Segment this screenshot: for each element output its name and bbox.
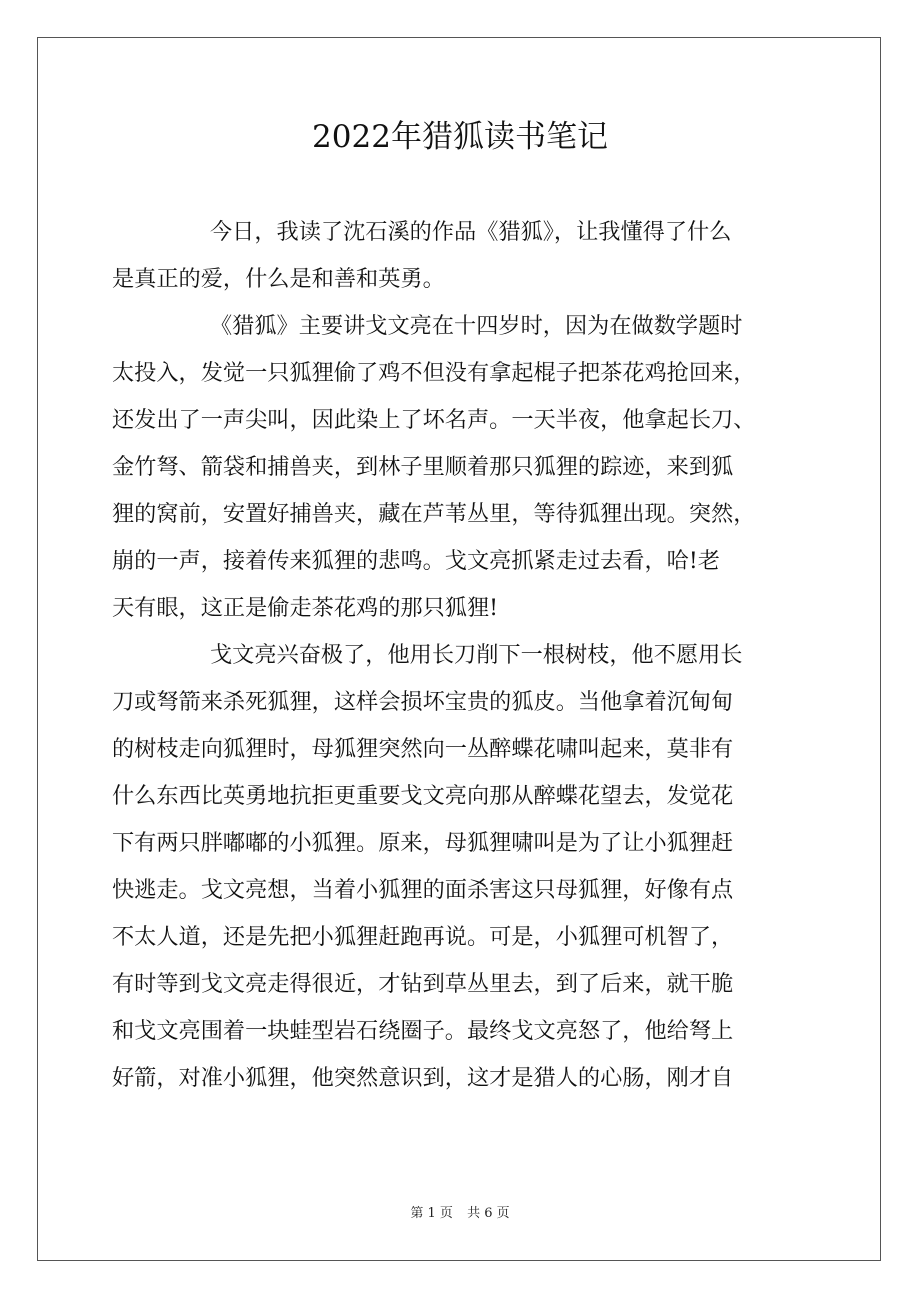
- text-line: 狸的窝前，安置好捕兽夹，藏在芦苇丛里，等待狐狸出现。突然，: [112, 501, 756, 527]
- text-line: 好箭，对准小狐狸，他突然意识到，这才是猎人的心肠，刚才自: [112, 1065, 734, 1091]
- paragraph: [112, 209, 812, 303]
- text-line: 《猎狐》主要讲戈文亮在十四岁时，因为在做数学题时: [210, 313, 743, 339]
- text-line: 天有眼，这正是偷走茶花鸡的那只狐狸!: [112, 595, 499, 621]
- text-line: 太投入，发觉一只狐狸偷了鸡不但没有拿起棍子把茶花鸡抢回来，: [112, 360, 756, 386]
- text-line: 快逃走。戈文亮想，当着小狐狸的面杀害这只母狐狸，好像有点: [112, 877, 734, 903]
- text-line: 刀或弩箭来杀死狐狸，这样会损坏宝贵的狐皮。当他拿着沉甸甸: [112, 689, 734, 715]
- text-line: 的树枝走向狐狸时，母狐狸突然向一丛醉蝶花啸叫起来，莫非有: [112, 736, 734, 762]
- text-line: 金竹弩、箭袋和捕兽夹，到林子里顺着那只狐狸的踪迹，来到狐: [112, 454, 734, 480]
- text-line: 是真正的爱，什么是和善和英勇。: [112, 266, 445, 292]
- text-line: 什么东西比英勇地抗拒更重要戈文亮向那从醉蝶花望去，发觉花: [112, 783, 734, 809]
- paragraph: [112, 632, 812, 1102]
- document-title: 2022年猎狐读书笔记: [312, 119, 608, 155]
- text-line: 戈文亮兴奋极了，他用长刀削下一根树枝，他不愿用长: [210, 642, 743, 668]
- page-total: 共 6 页: [467, 1206, 510, 1221]
- page-footer: [0, 1204, 920, 1224]
- paragraph: [112, 303, 812, 632]
- text-line: 崩的一声，接着传来狐狸的悲鸣。戈文亮抓紧走过去看，哈!老: [112, 548, 720, 574]
- text-line: 今日，我读了沈石溪的作品《猎狐》，让我懂得了什么: [210, 219, 732, 245]
- page-number: 第 1 页: [410, 1206, 453, 1221]
- text-line: 和戈文亮围着一块蛙型岩石绕圈子。最终戈文亮怒了，他给弩上: [112, 1018, 734, 1044]
- document-body: [112, 209, 812, 1102]
- text-line: 还发出了一声尖叫，因此染上了坏名声。一天半夜，他拿起长刀、: [112, 407, 756, 433]
- text-line: 有时等到戈文亮走得很近，才钻到草丛里去，到了后来，就干脆: [112, 971, 734, 997]
- text-line: 不太人道，还是先把小狐狸赶跑再说。可是，小狐狸可机智了，: [112, 924, 734, 950]
- text-line: 下有两只胖嘟嘟的小狐狸。原来，母狐狸啸叫是为了让小狐狸赶: [112, 830, 734, 856]
